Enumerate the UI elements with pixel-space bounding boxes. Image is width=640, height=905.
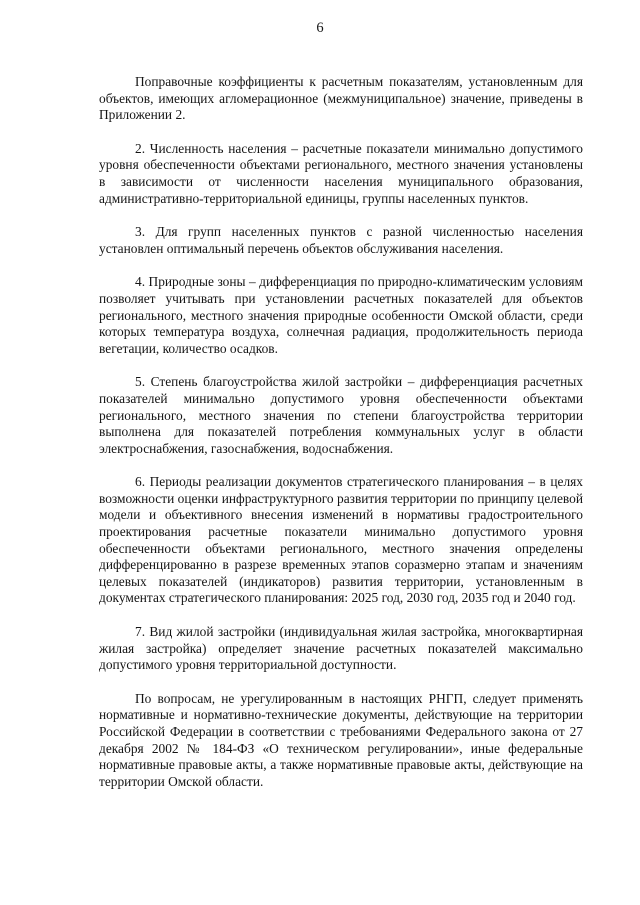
paragraph-correction-coefficients: Поправочные коэффициенты к расчетным показателям, установленным для объектов, имеющих агломерационное (межмуниципальное) значение, приведены в Приложении 2. (99, 74, 583, 123)
paragraph-settlement-groups: 3. Для групп населенных пунктов с разной численностью населения установлен оптимальный перечень объектов обслуживания населения. (99, 224, 583, 256)
paragraph-housing-improvement: 5. Степень благоустройства жилой застройки – дифференциация расчетных показателей минимально допустимого уровня обеспеченности объектами регионального, местного значения по степени благоустройства территории выполнена для показателей потребления коммунальных услуг в области электроснабжения, газоснабжения, водоснабжения. (99, 374, 583, 456)
paragraph-planning-periods: 6. Периоды реализации документов стратегического планирования – в целях возможности оценки инфраструктурного развития территории по принципу целевой модели и объективного внесения изменений в нормативы градостроительного проектирования расчетные показатели минимально допустимого уровня обеспеченности объектами регионального, местного значения определены дифференцированно в разрезе временных этапов соразмерно этапам и значениям целевых показателей (индикаторов) развития территории, установленным в документах стратегического планирования: 2025 год, 2030 год, 2035 год и 2040 год. (99, 474, 583, 606)
paragraph-unregulated-issues: По вопросам, не урегулированным в настоящих РНГП, следует применять нормативные и нормативно-технические документы, действующие на территории Российской Федерации в соответствии с требованиями Федерального закона от 27 декабря 2002 № 184-ФЗ «О техническом регулировании», иные федеральные нормативные правовые акты, а также нормативные правовые акты, действующие на территории Омской области. (99, 690, 583, 789)
paragraph-population: 2. Численность населения – расчетные показатели минимально допустимого уровня обеспеченности объектами регионального, местного значения установлены в зависимости от численности населения муниципального образования, административно-территориальной единицы, группы населенных пунктов. (99, 140, 583, 206)
document-body (99, 74, 583, 790)
page-number: 6 (316, 20, 324, 36)
paragraph-housing-type: 7. Вид жилой застройки (индивидуальная жилая застройка, многоквартирная жилая застройка) определяет значение расчетных показателей максимально допустимого уровня территориальной доступности. (99, 624, 583, 673)
paragraph-natural-zones: 4. Природные зоны – дифференциация по природно-климатическим условиям позволяет учитывать при установлении расчетных показателей для объектов регионального, местного значения природные особенности Омской области, среди которых температура воздуха, солнечная радиация, продолжительность периода вегетации, количество осадков. (99, 274, 583, 356)
